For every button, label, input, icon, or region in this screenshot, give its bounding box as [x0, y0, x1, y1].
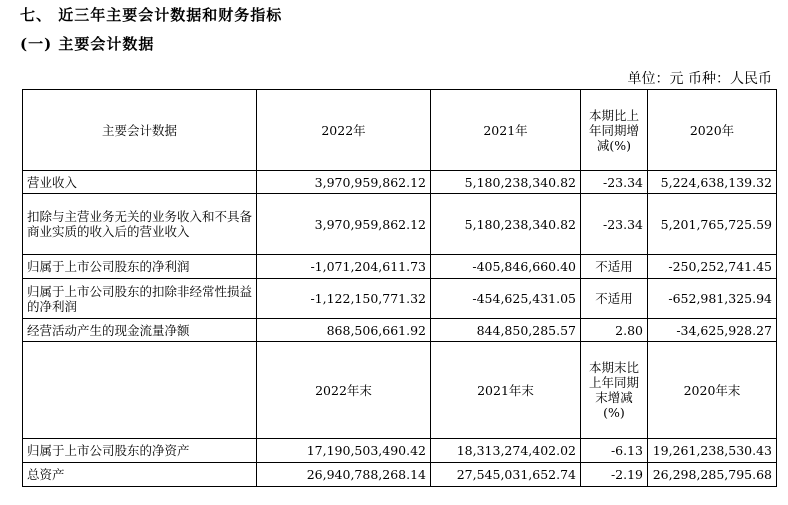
header-cell: 主要会计数据 — [23, 90, 257, 171]
value-cell: 27,545,031,652.74 — [431, 463, 581, 487]
unit-note: 单位：元 币种：人民币 — [627, 71, 772, 87]
change-cell: 不适用 — [581, 279, 648, 319]
value-cell: 5,180,238,340.82 — [431, 171, 581, 194]
table-row — [23, 255, 777, 279]
value-cell: 844,850,285.57 — [431, 319, 581, 342]
header-cell: 本期末比上年同期末增减(%) — [581, 342, 648, 439]
subsection-title: (一) 主要会计数据 — [20, 35, 155, 53]
change-cell: 2.80 — [581, 319, 648, 342]
value-cell: 5,224,638,139.32 — [648, 171, 777, 194]
table-row — [23, 279, 777, 319]
row-label: 总资产 — [23, 463, 257, 487]
value-cell: 5,180,238,340.82 — [431, 194, 581, 255]
value-cell: 5,201,765,725.59 — [648, 194, 777, 255]
header-cell: 2022年 — [257, 90, 431, 171]
row-label: 扣除与主营业务无关的业务收入和不具备商业实质的收入后的营业收入 — [23, 194, 257, 255]
value-cell: -1,122,150,771.32 — [257, 279, 431, 319]
value-cell: 26,940,788,268.14 — [257, 463, 431, 487]
row-label: 经营活动产生的现金流量净额 — [23, 319, 257, 342]
header-cell: 2020年末 — [648, 342, 777, 439]
value-cell: 3,970,959,862.12 — [257, 171, 431, 194]
value-cell: -454,625,431.05 — [431, 279, 581, 319]
value-cell: -34,625,928.27 — [648, 319, 777, 342]
row-label: 营业收入 — [23, 171, 257, 194]
table-row — [23, 463, 777, 487]
table-row — [23, 439, 777, 463]
table-row — [23, 319, 777, 342]
value-cell: -250,252,741.45 — [648, 255, 777, 279]
value-cell: 17,190,503,490.42 — [257, 439, 431, 463]
table-header-row — [23, 90, 777, 171]
table-header-row — [23, 342, 777, 439]
header-cell — [23, 342, 257, 439]
section-title: 七、 近三年主要会计数据和财务指标 — [20, 6, 283, 24]
header-cell: 2022年末 — [257, 342, 431, 439]
table-row — [23, 194, 777, 255]
value-cell: 3,970,959,862.12 — [257, 194, 431, 255]
change-cell: -2.19 — [581, 463, 648, 487]
value-cell: -652,981,325.94 — [648, 279, 777, 319]
value-cell: 868,506,661.92 — [257, 319, 431, 342]
value-cell: 18,313,274,402.02 — [431, 439, 581, 463]
change-cell: 不适用 — [581, 255, 648, 279]
header-cell: 2021年 — [431, 90, 581, 171]
accounting-data-table — [22, 89, 777, 487]
value-cell: 26,298,285,795.68 — [648, 463, 777, 487]
header-cell: 2020年 — [648, 90, 777, 171]
value-cell: -1,071,204,611.73 — [257, 255, 431, 279]
row-label: 归属于上市公司股东的净利润 — [23, 255, 257, 279]
change-cell: -6.13 — [581, 439, 648, 463]
value-cell: 19,261,238,530.43 — [648, 439, 777, 463]
header-cell: 本期比上年同期增减(%) — [581, 90, 648, 171]
row-label: 归属于上市公司股东的扣除非经常性损益的净利润 — [23, 279, 257, 319]
change-cell: -23.34 — [581, 194, 648, 255]
change-cell: -23.34 — [581, 171, 648, 194]
row-label: 归属于上市公司股东的净资产 — [23, 439, 257, 463]
value-cell: -405,846,660.40 — [431, 255, 581, 279]
table-row — [23, 171, 777, 194]
header-cell: 2021年末 — [431, 342, 581, 439]
